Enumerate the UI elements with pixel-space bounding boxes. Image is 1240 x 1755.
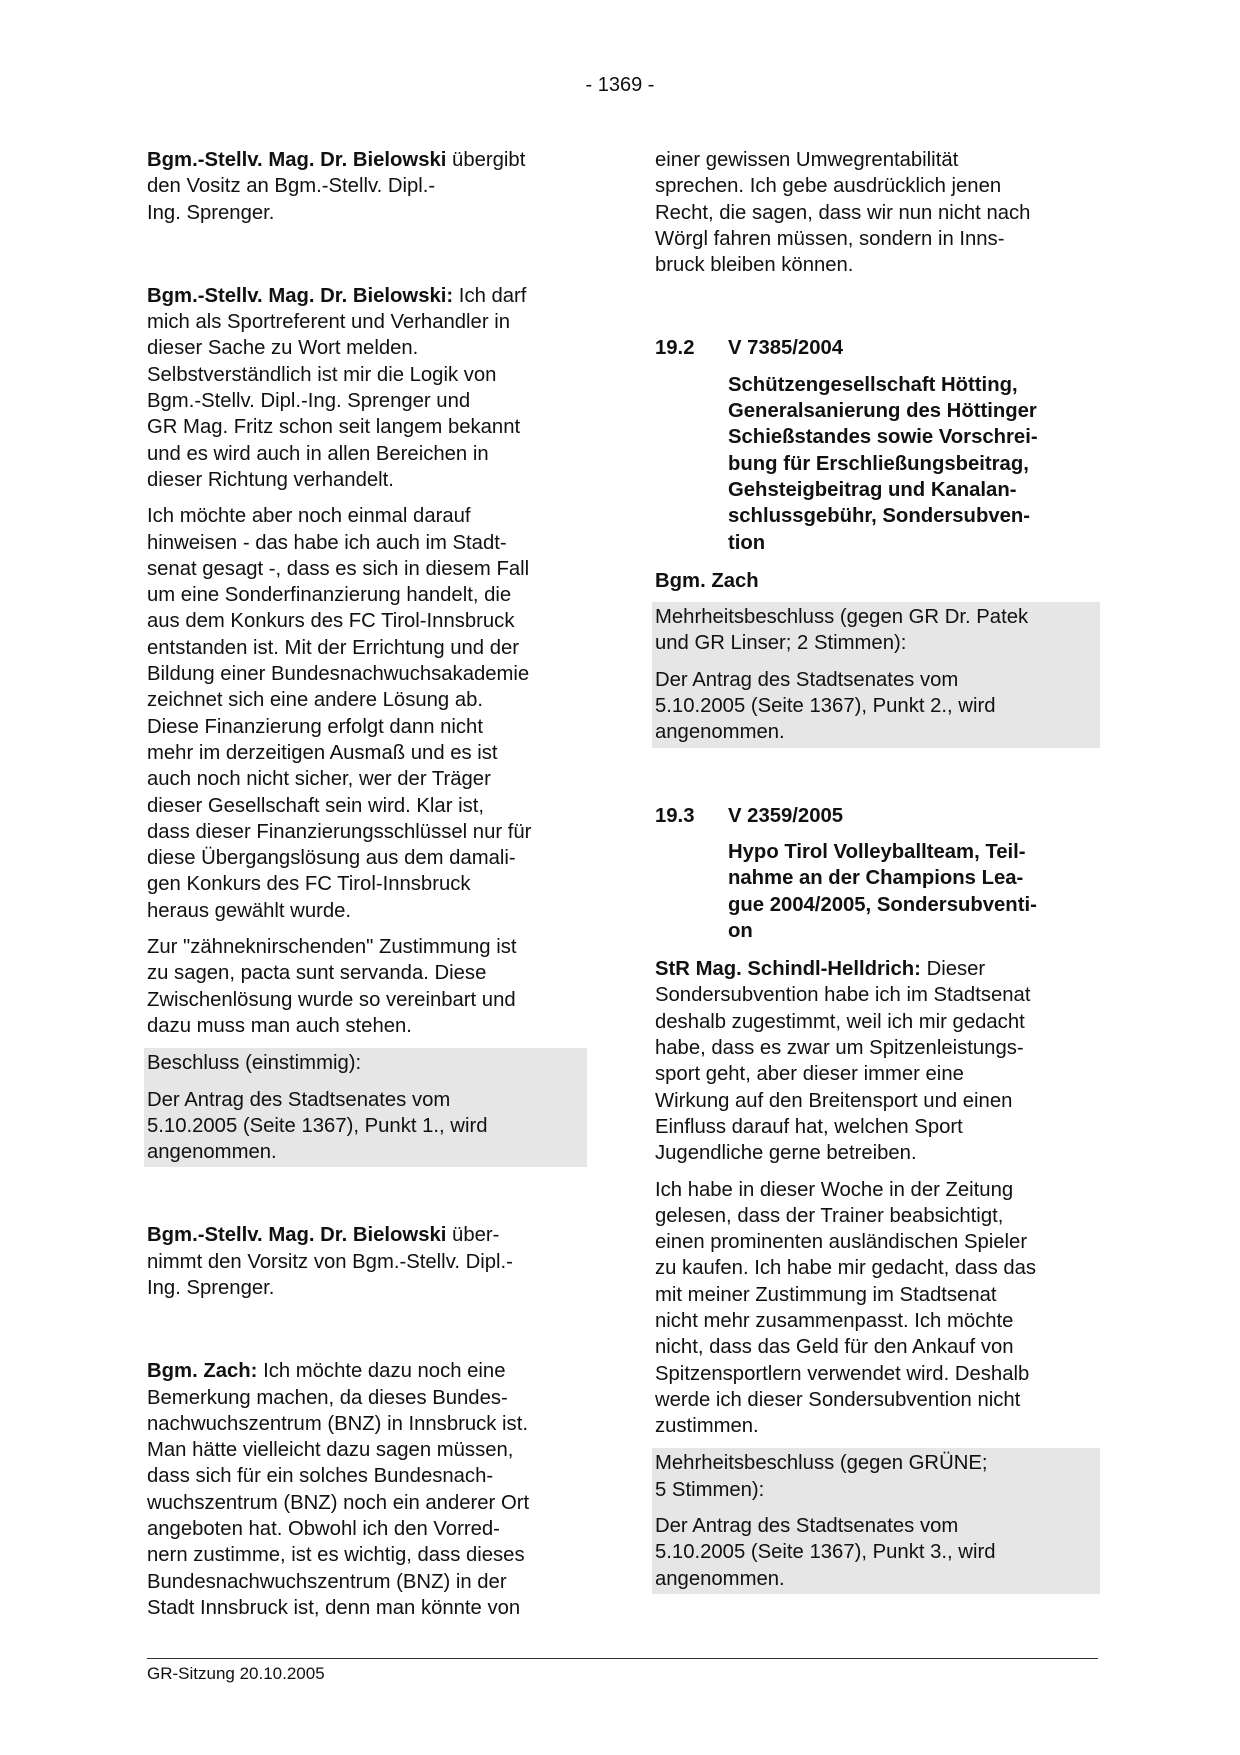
left-column xyxy=(147,147,587,1621)
paragraph-text: über- nimmt den Vorsitz von Bgm.-Stellv. Dipl.- Ing. Sprenger. xyxy=(147,1224,513,1299)
right-column xyxy=(655,147,1100,1594)
footer-divider xyxy=(147,1658,1098,1659)
resolution-box-1 xyxy=(144,1048,587,1167)
paragraph-text: Dieser Sondersubvention habe ich im Stadtsenat deshalb zugestimmt, weil ich mir gedacht habe, dass es zwar um Spitzenleistungs- sport geht, aber dieser immer eine Wirkung auf den Breitensport und einen Einfluss darauf hat, welchen Sport Jugendliche gerne betreiben. xyxy=(655,958,1031,1165)
speaker-name: Bgm.-Stellv. Mag. Dr. Bielowski: xyxy=(147,284,454,307)
agenda-reference: V 7385/2004 xyxy=(728,337,844,360)
speaker-name: Bgm.-Stellv. Mag. Dr. Bielowski xyxy=(147,149,447,171)
speaker-name: StR Mag. Schindl-Helldrich: xyxy=(655,958,921,981)
paragraph-schindl-statement xyxy=(655,956,1100,1166)
resolution-text: Der Antrag des Stadtsenates vom 5.10.2005 (Seite 1367), Punkt 2., wird angenommen. xyxy=(655,668,996,744)
resolution-box-2 xyxy=(652,602,1100,747)
paragraph-continuation: einer gewissen Umwegrentabilität sprechen. Ich gebe ausdrücklich jenen Recht, die sagen, dass wir nun nicht nach Wörgl fahren müssen, sondern in Inns- bruck bleiben können. xyxy=(655,149,1031,277)
agenda-title: Schützengesellschaft Hötting, Generalsanierung des Höttinger Schießstandes sowie Vorschrei- bung für Erschließungsbeitrag, Gehsteigbeitrag und Kanalan- schlussgebühr, Sondersubven- tion xyxy=(728,373,1038,554)
paragraph-bielowski-statement xyxy=(147,283,587,493)
agenda-item-19-2 xyxy=(655,335,1100,361)
page-number: - 1369 - xyxy=(585,74,655,96)
agenda-reference: V 2359/2005 xyxy=(728,804,844,827)
paragraph-chair-return xyxy=(147,1222,587,1301)
resolution-box-3 xyxy=(652,1448,1100,1593)
agenda-title: Hypo Tirol Volleyballteam, Teil- nahme an der Champions Lea- gue 2004/2005, Sondersubventi- on xyxy=(728,840,1037,942)
speaker-name: Bgm. Zach: xyxy=(147,1360,258,1383)
resolution-title: Mehrheitsbeschluss (gegen GRÜNE; 5 Stimmen): xyxy=(655,1452,988,1501)
speaker-name: Bgm.-Stellv. Mag. Dr. Bielowski xyxy=(147,1224,447,1247)
speaker-name: Bgm. Zach xyxy=(655,569,759,592)
resolution-title: Mehrheitsbeschluss (gegen GR Dr. Patek und GR Linser; 2 Stimmen): xyxy=(655,606,1029,655)
agenda-number: 19.2 xyxy=(655,337,695,360)
paragraph-text: Ich habe in dieser Woche in der Zeitung gelesen, dass der Trainer beabsichtigt, einen prominenten ausländischen Spieler zu kaufen. Ich habe mir gedacht, dass das mit meiner Zustimmung im Stadtsenat nicht mehr zusammenpasst. Ich möchte nicht, dass das Geld für den Ankauf von Spitzensportlern verwendet wird. Deshalb werde ich dieser Sondersubvention nicht zustimmen. xyxy=(655,1178,1037,1438)
paragraph-zach-statement xyxy=(147,1358,587,1621)
paragraph-text: Ich möchte dazu noch eine Bemerkung machen, da dieses Bundes- nachwuchszentrum (BNZ) in Innsbruck ist. Man hätte vielleicht dazu sagen müssen, dass sich für ein solches Bundesnach- wuchszentrum (BNZ) noch ein anderer Ort angeboten hat. Obwohl ich den Vorred- nern zustimme, ist es wichtig, dass dieses Bundesnachwuchszentrum (BNZ) in der Stadt Innsbruck ist, denn man könnte von xyxy=(147,1360,530,1619)
agenda-item-19-3 xyxy=(655,803,1100,829)
paragraph-text: Zur "zähneknirschenden" Zustimmung ist zu sagen, pacta sunt servanda. Diese Zwischenlösung wurde so vereinbart und dazu muss man auch stehen. xyxy=(147,936,517,1037)
paragraph-text: übergibt den Vositz an Bgm.-Stellv. Dipl.- Ing. Sprenger. xyxy=(147,149,526,224)
paragraph-text: Ich möchte aber noch einmal darauf hinweisen - das habe ich auch im Stadt- senat gesagt -, dass es sich in diesem Fall um eine Sonderfinanzierung handelt, die aus dem Konkurs des FC Tirol-Innsbruck entstanden ist. Mit der Errichtung und der Bildung einer Bundesnachwuchsakademie zeichnet sich eine andere Lösung ab. Diese Finanzierung erfolgt dann nicht mehr im derzeitigen Ausmaß und es ist auch noch nicht sicher, wer der Träger dieser Gesellschaft sein wird. Klar ist, dass dieser Finanzierungsschlüssel nur für diese Übergangslösung aus dem damali- gen Konkurs des FC Tirol-Innsbruck heraus gewählt wurde. xyxy=(147,505,532,922)
paragraph-chair-handover xyxy=(147,147,587,226)
footer-text: GR-Sitzung 20.10.2005 xyxy=(147,1664,325,1683)
agenda-number: 19.3 xyxy=(655,804,695,827)
resolution-title: Beschluss (einstimmig): xyxy=(147,1052,362,1075)
resolution-text: Der Antrag des Stadtsenates vom 5.10.2005 (Seite 1367), Punkt 3., wird angenommen. xyxy=(655,1515,996,1590)
paragraph-text: Ich darf mich als Sportreferent und Verhandler in dieser Sache zu Wort melden. Selbstverständlich ist mir die Logik von Bgm.-Stellv. Dipl.-Ing. Sprenger und GR Mag. Fritz schon seit langem bekannt und es wird auch in allen Bereichen in dieser Richtung verhandelt. xyxy=(147,284,527,491)
resolution-text: Der Antrag des Stadtsenates vom 5.10.2005 (Seite 1367), Punkt 1., wird angenommen. xyxy=(147,1088,488,1164)
